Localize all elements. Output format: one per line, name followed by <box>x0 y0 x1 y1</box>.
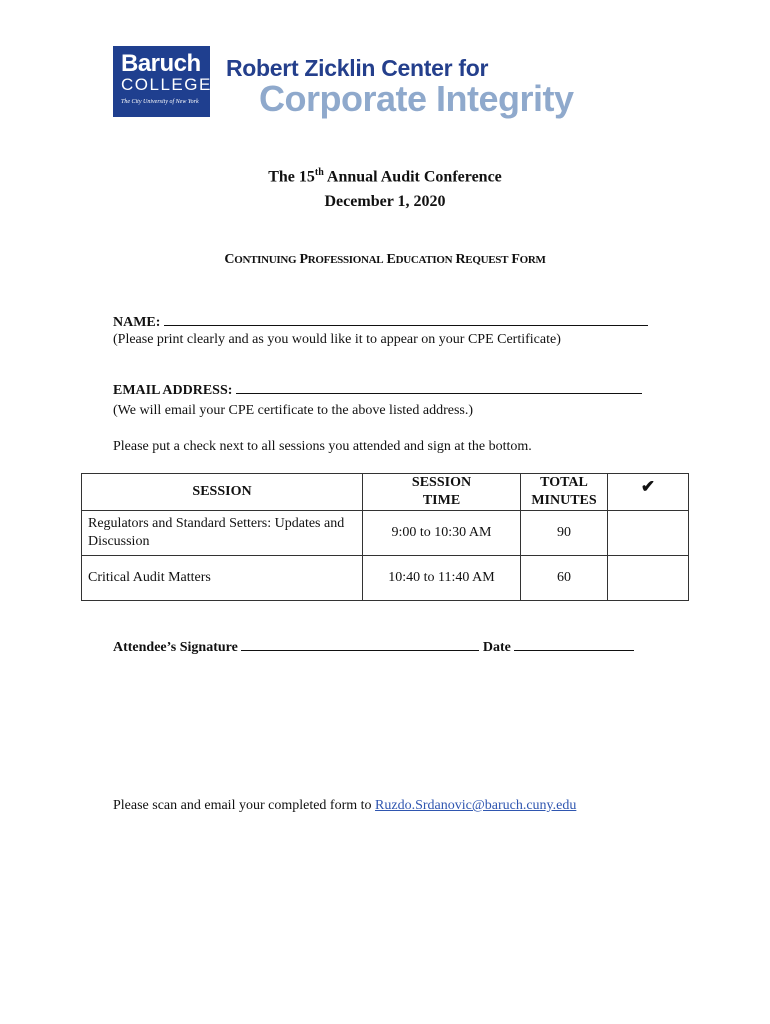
session-name: Regulators and Standard Setters: Updates and Discussion <box>82 511 363 556</box>
logo-tagline: The City University of New York <box>121 99 199 105</box>
baruch-college-logo <box>113 46 210 117</box>
session-name: Critical Audit Matters <box>82 556 363 601</box>
form-title-rest: EQUEST <box>465 254 509 266</box>
header-time-line2: TIME <box>422 493 461 508</box>
name-field-row <box>113 313 648 331</box>
session-minutes: 90 <box>521 511 608 556</box>
center-name-line2: Corporate Integrity <box>259 78 574 119</box>
name-input-line[interactable] <box>164 313 648 326</box>
email-label: EMAIL ADDRESS: <box>113 383 233 398</box>
scan-instructions <box>113 798 576 814</box>
table-row <box>82 556 689 601</box>
session-time: 9:00 to 10:30 AM <box>363 511 521 556</box>
session-check-cell[interactable] <box>608 556 689 601</box>
form-title-rest: ROFESSIONAL <box>307 254 384 266</box>
header-minutes-line1: TOTAL <box>540 475 588 490</box>
header-time-line1: SESSION <box>411 475 472 490</box>
header-total-minutes <box>521 474 608 511</box>
email-input-line[interactable] <box>236 381 642 394</box>
conference-title-sup: th <box>314 167 324 178</box>
signature-label: Attendee’s Signature <box>113 640 238 655</box>
date-label: Date <box>482 640 511 655</box>
table-row <box>82 511 689 556</box>
form-title-cap: C <box>224 252 235 267</box>
email-field-row <box>113 381 642 399</box>
form-title-cap: E <box>386 252 396 267</box>
center-name-line1: Robert Zicklin Center for <box>226 55 489 81</box>
email-link[interactable]: Ruzdo.Srdanovic@baruch.cuny.edu <box>375 798 577 813</box>
scan-text: Please scan and email your completed form to <box>113 798 376 813</box>
form-title-rest: DUCATION <box>395 254 453 266</box>
logo-college-text: COLLEGE <box>121 75 212 94</box>
header-session-time <box>363 474 521 511</box>
email-note: (We will email your CPE certificate to the above listed address.) <box>113 403 474 418</box>
instructions: Please put a check next to all sessions you attended and sign at the bottom. <box>113 439 532 454</box>
signature-row <box>113 638 634 656</box>
checkmark-icon: ✔ <box>608 474 689 511</box>
conference-title <box>0 167 770 186</box>
conference-date: December 1, 2020 <box>324 193 446 210</box>
form-title-rest: ONTINUING <box>234 254 297 266</box>
form-title-rest: ORM <box>519 254 546 266</box>
session-minutes: 60 <box>521 556 608 601</box>
session-check-cell[interactable] <box>608 511 689 556</box>
conference-title-suffix: Annual Audit Conference <box>323 168 502 186</box>
name-note: (Please print clearly and as you would like it to appear on your CPE Certificate) <box>113 332 561 347</box>
logo-baruch-text: Baruch <box>121 50 201 77</box>
form-title <box>0 252 770 268</box>
signature-line[interactable] <box>241 638 479 651</box>
header-minutes-line2: MINUTES <box>531 493 597 508</box>
conference-title-prefix: The 15 <box>268 168 315 186</box>
sessions-table <box>81 473 689 601</box>
form-title-cap: P <box>299 252 308 267</box>
form-title-cap: R <box>455 252 466 267</box>
header-session: SESSION <box>82 474 363 511</box>
date-line[interactable] <box>514 638 634 651</box>
table-header-row <box>82 474 689 511</box>
form-title-cap: F <box>511 252 520 267</box>
session-time: 10:40 to 11:40 AM <box>363 556 521 601</box>
name-label: NAME: <box>113 315 161 330</box>
